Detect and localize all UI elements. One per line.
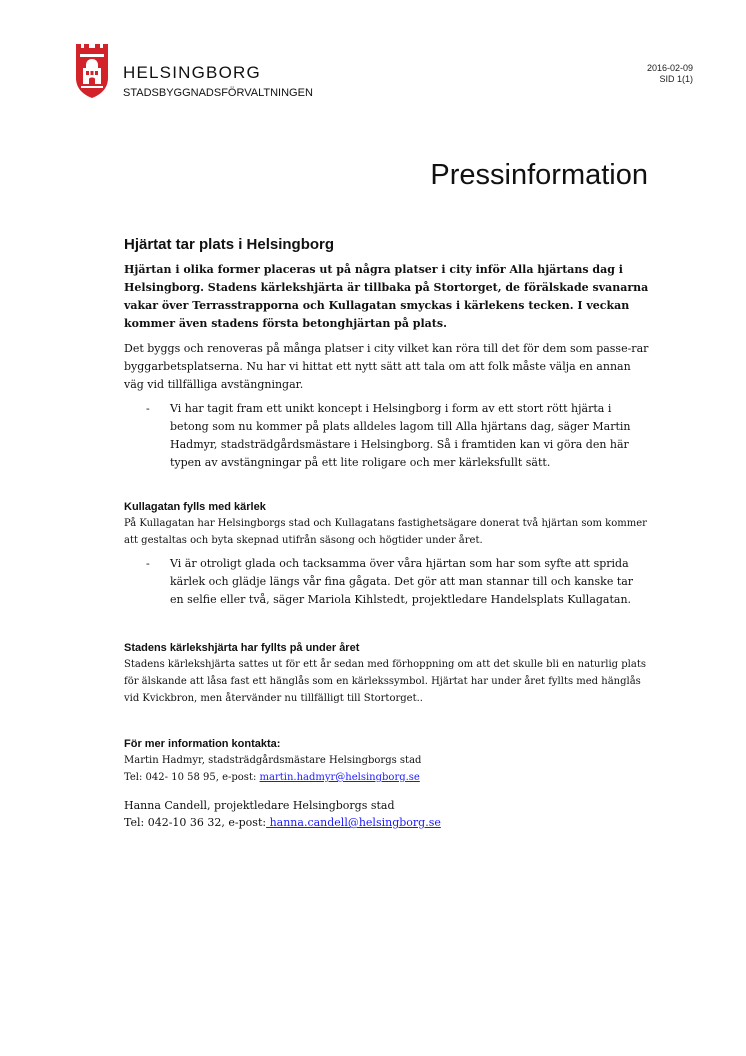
page-number: SID 1(1) — [659, 74, 693, 84]
article-ingress: Hjärtan i olika former placeras ut på några platser i city inför Alla hjärtans dag i Helsingborg. Stadens kärlekshjärta är tillbaka på Stortorget, de förälskade svanarna vakar över Terrasstrapporna och Kullagatan smyckas i kärlekens tecken. I veckan kommer även stadens första betonghjärtan på plats. — [124, 263, 649, 330]
contact-2-phone-text: Tel: 042-10 36 32, e-post: — [124, 816, 267, 829]
contact-1-phone-text: Tel: 042- 10 58 95, e-post: — [124, 772, 260, 783]
section-2-text: På Kullagatan har Helsingborgs stad och Kullagatans fastighetsägare donerat två hjärtan som kommer att gestaltas och byta skepnad utifrån säsong och högtider under året. — [124, 518, 647, 546]
contact-1-name: Martin Hadmyr, stadsträdgårdsmästare Helsingborgs stad — [124, 755, 422, 766]
paragraph-1: Det byggs och renoveras på många platser i city vilket kan röra till det för dem som passe-rar byggarbetsplatserna. Nu har vi hittat ett nytt sätt att tala om att folk måste välja en annan väg vid tillfälliga avstängningar. — [124, 342, 649, 391]
quote-dash: - — [146, 402, 150, 415]
contact-2-phone — [124, 814, 650, 831]
document-date: 2016-02-09 — [646, 63, 693, 73]
quote-1-text: Vi har tagit fram ett unikt koncept i Helsingborg i form av ett stort rött hjärta i betong som nu kommer på plats alldeles lagom till Alla hjärtans dag, säger Martin Hadmyr, stadsträdgårdsmästare i Helsingborg. Så i framtiden kan vi göra den här typen av avstängningar på ett lite roligare och mer kärleksfullt sätt. — [170, 402, 631, 469]
contact-1-phone — [124, 769, 650, 786]
organization-name: HELSINGBORG — [123, 63, 261, 82]
contact-heading: För mer information kontakta: — [124, 738, 281, 750]
department-name: STADSBYGGNADSFÖRVALTNINGEN — [123, 87, 313, 99]
quote-dash: - — [146, 557, 150, 570]
contact-1-email-link[interactable]: martin.hadmyr@helsingborg.se — [259, 772, 420, 783]
contact-2-email-link[interactable]: hanna.candell@helsingborg.se — [266, 816, 441, 829]
article-body — [124, 236, 650, 831]
quote-2 — [124, 555, 650, 609]
quote-2-text: Vi är otroligt glada och tacksamma över våra hjärtan som har som syfte att sprida kärlek och glädje längs vår fina gågata. Det gör att man stannar till och kanske tar en selfie eller två, säger Mariola Kihlstedt, projektledare Handelsplats Kullagatan. — [170, 557, 634, 606]
section-3-text: Stadens kärlekshjärta sattes ut för ett år sedan med förhoppning om att det skulle bli en naturlig plats för älskande att låsa fast ett hänglås som en kärlekssymbol. Hjärtat har under året fyllts med hänglås vid Kvickbron, men återvänder nu tillfälligt till Stortorget.. — [124, 659, 646, 704]
document-meta — [647, 63, 693, 85]
section-3-heading: Stadens kärlekshjärta har fyllts på under året — [124, 642, 360, 654]
helsingborg-castle-crest-icon — [75, 44, 109, 98]
quote-1 — [124, 400, 650, 472]
contact-2-name: Hanna Candell, projektledare Helsingborgs stad — [124, 799, 395, 812]
article-title: Hjärtat tar plats i Helsingborg — [124, 236, 335, 253]
section-2-heading: Kullagatan fylls med kärlek — [124, 501, 266, 513]
document-type-heading: Pressinformation — [430, 159, 648, 191]
